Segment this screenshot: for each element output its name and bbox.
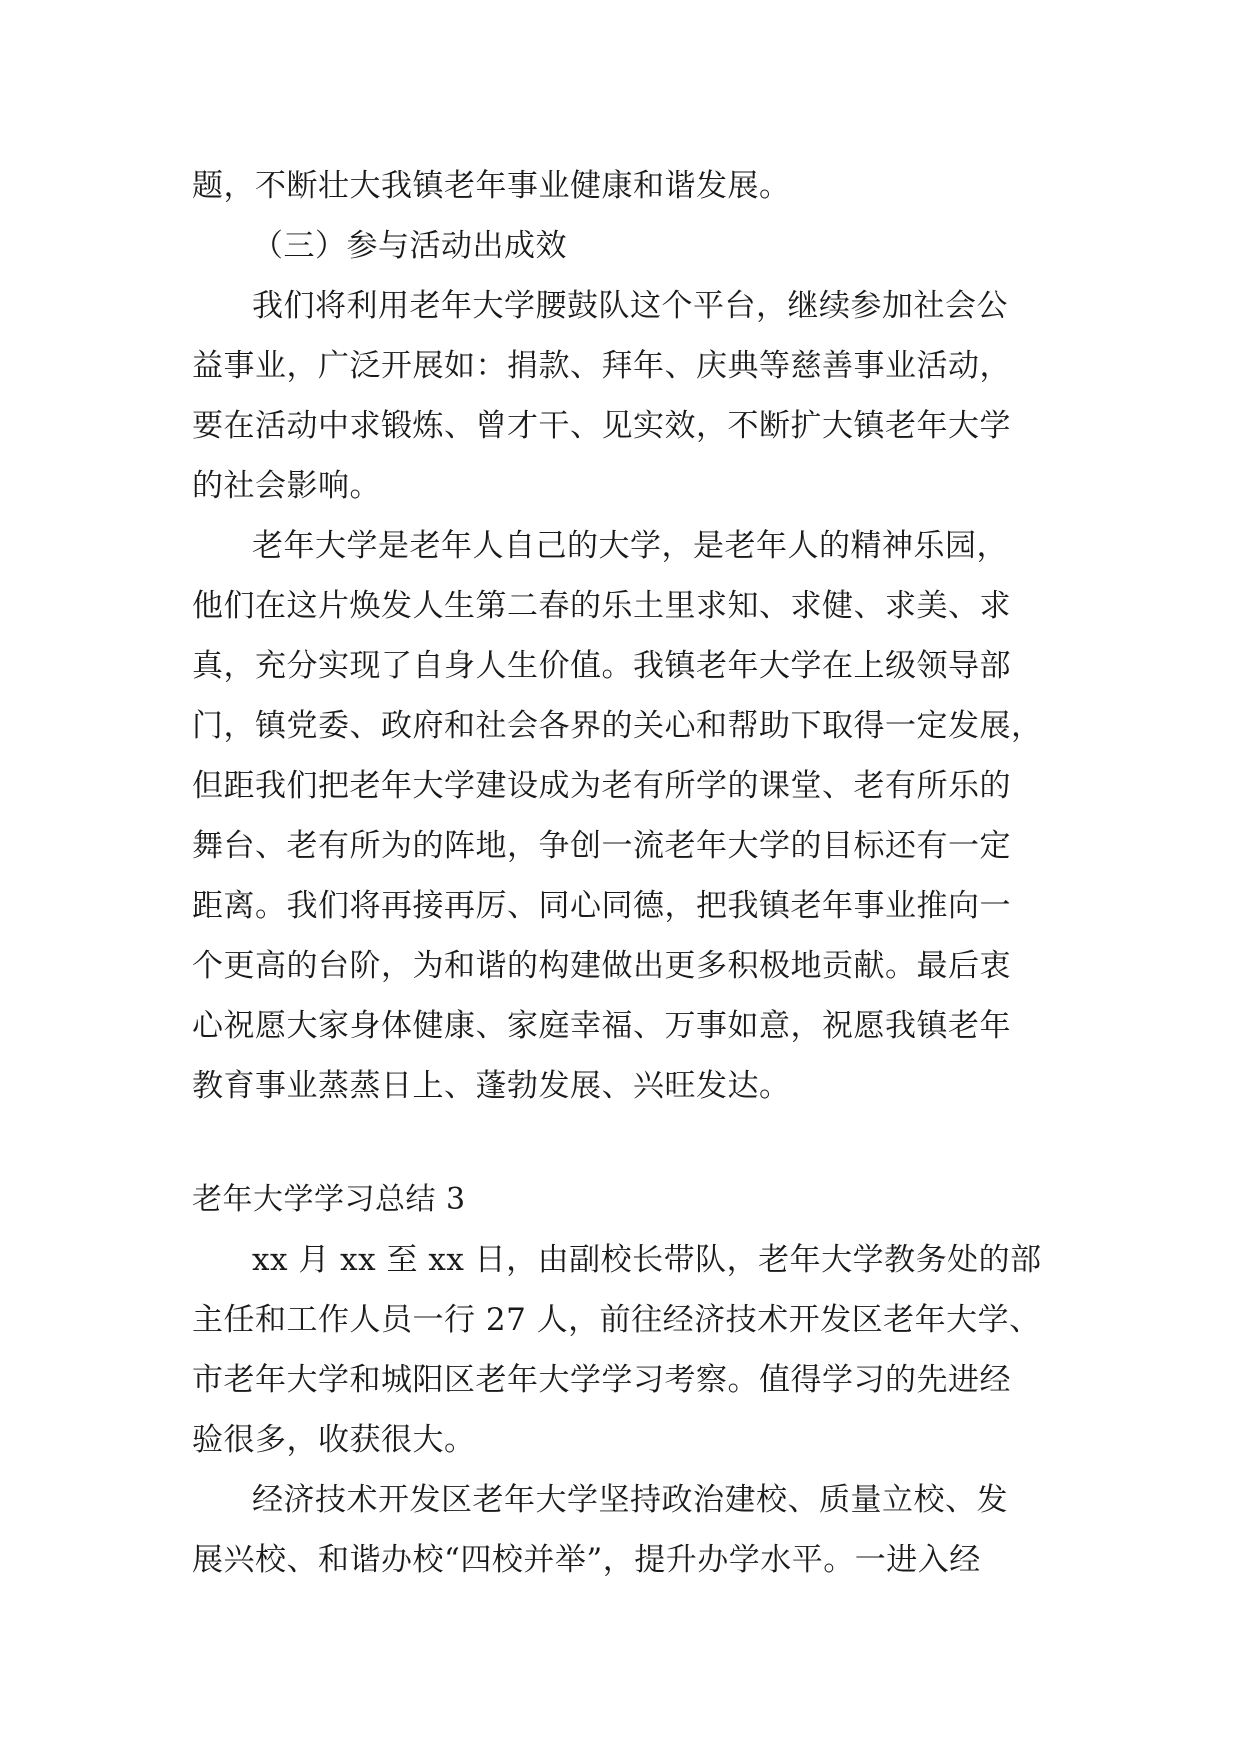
paragraph-line: 门，镇党委、政府和社会各界的关心和帮助下取得一定发展，	[192, 708, 1043, 744]
paragraph-line: 个更高的台阶，为和谐的构建做出更多积极地贡献。最后衷	[192, 948, 1011, 984]
paragraph-line: 心祝愿大家身体健康、家庭幸福、万事如意，祝愿我镇老年	[192, 1008, 1011, 1044]
paragraph-line: 真，充分实现了自身人生价值。我镇老年大学在上级领导部	[192, 648, 1011, 684]
section-title: 老年大学学习总结 3	[192, 1182, 466, 1217]
paragraph-line: 的社会影响。	[192, 468, 381, 504]
paragraph-line: 但距我们把老年大学建设成为老有所学的课堂、老有所乐的	[192, 768, 1011, 804]
paragraph-line: 要在活动中求锻炼、曾才干、见实效，不断扩大镇老年大学	[192, 408, 1011, 444]
paragraph-line: 市老年大学和城阳区老年大学学习考察。值得学习的先进经	[192, 1362, 1011, 1398]
paragraph-line: 题，不断壮大我镇老年事业健康和谐发展。	[192, 168, 791, 204]
paragraph-line: 验很多，收获很大。	[192, 1422, 476, 1458]
paragraph-line: 老年大学是老年人自己的大学，是老年人的精神乐园，	[252, 528, 1008, 564]
paragraph-line: 教育事业蒸蒸日上、蓬勃发展、兴旺发达。	[192, 1068, 791, 1104]
paragraph-line: 他们在这片焕发人生第二春的乐土里求知、求健、求美、求	[192, 588, 1011, 624]
subsection-heading: （三）参与活动出成效	[252, 228, 567, 264]
paragraph-line: 我们将利用老年大学腰鼓队这个平台，继续参加社会公	[252, 288, 1008, 324]
paragraph-line: 舞台、老有所为的阵地，争创一流老年大学的目标还有一定	[192, 828, 1011, 864]
paragraph-line: 展兴校、和谐办校“四校并举”，提升办学水平。一进入经	[192, 1542, 981, 1578]
paragraph-line: 距离。我们将再接再厉、同心同德，把我镇老年事业推向一	[192, 888, 1011, 924]
paragraph-line: xx 月 xx 至 xx 日，由副校长带队，老年大学教务处的部	[252, 1242, 1042, 1278]
paragraph-line: 益事业，广泛开展如：捐款、拜年、庆典等慈善事业活动，	[192, 348, 1011, 384]
paragraph-line: 经济技术开发区老年大学坚持政治建校、质量立校、发	[252, 1482, 1008, 1518]
paragraph-line: 主任和工作人员一行 27 人，前往经济技术开发区老年大学、	[192, 1302, 1041, 1338]
